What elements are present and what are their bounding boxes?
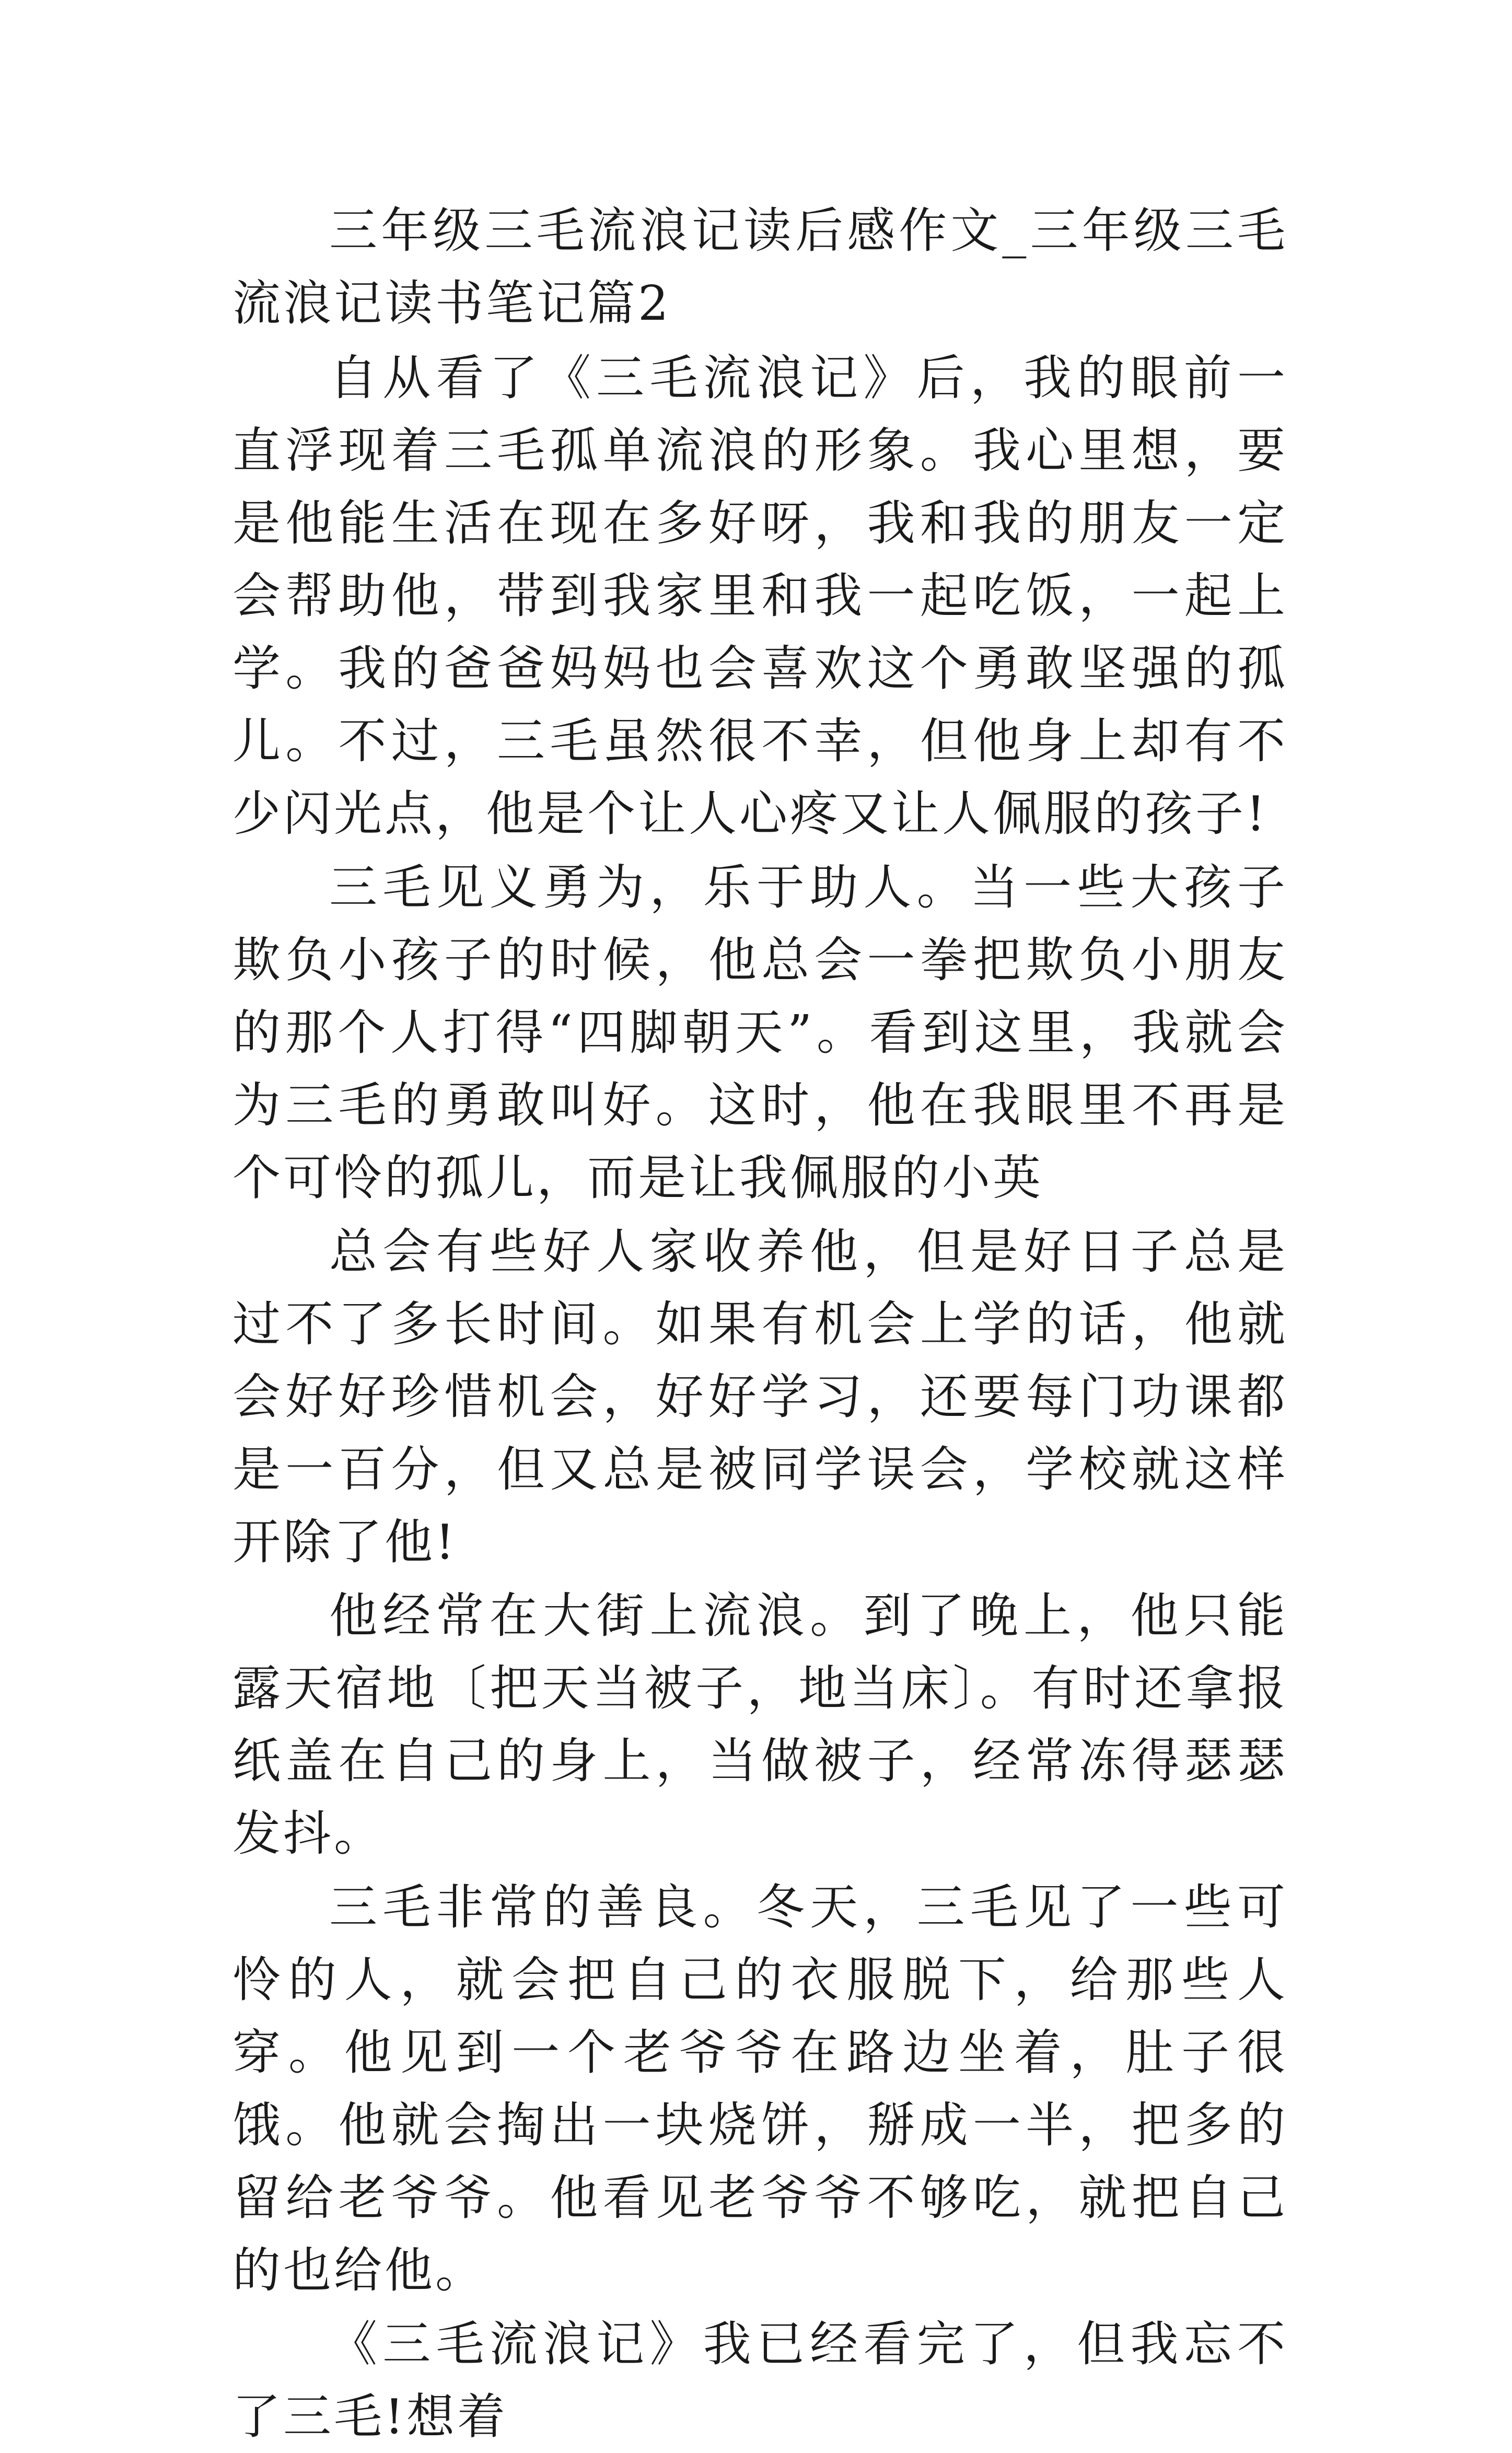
paragraph-1: 自从看了《三毛流浪记》后，我的眼前一直浮现着三毛孤单流浪的形象。我心里想，要是他能生活在现在多好呀，我和我的朋友一定会帮助他，带到我家里和我一起吃饭，一起上学。我的爸爸妈妈也会喜欢这个勇敢坚强的孤儿。不过，三毛虽然很不幸，但他身上却有不少闪光点，他是个让人心疼又让人佩服的孩子!: [232, 350, 1288, 842]
document-body: [232, 194, 1288, 2453]
paragraph-6: 《三毛流浪记》我已经看完了，但我忘不了三毛!想着: [232, 2316, 1288, 2445]
document-title: 三年级三毛流浪记读后感作文_三年级三毛流浪记读书笔记篇2: [232, 203, 1288, 331]
paragraph-5: 三毛非常的善良。冬天，三毛见了一些可怜的人，就会把自己的衣服脱下，给那些人穿。他见到一个老爷爷在路边坐着，肚子很饿。他就会掏出一块烧饼，掰成一半，把多的留给老爷爷。他看见老爷爷不够吃，就把自己的也给他。: [232, 1879, 1288, 2298]
paragraph-2: 三毛见义勇为，乐于助人。当一些大孩子欺负小孩子的时候，他总会一拳把欺负小朋友的那个人打得“四脚朝天”。看到这里，我就会为三毛的勇敢叫好。这时，他在我眼里不再是个可怜的孤儿，而是让我佩服的小英: [232, 859, 1288, 1206]
paragraph-3: 总会有些好人家收养他，但是好日子总是过不了多长时间。如果有机会上学的话，他就会好好珍惜机会，好好学习，还要每门功课都是一百分，但又总是被同学误会，学校就这样开除了他!: [232, 1224, 1288, 1570]
paragraph-4: 他经常在大街上流浪。到了晚上，他只能露天宿地〔把天当被子，地当床〕。有时还拿报纸盖在自己的身上，当做被子，经常冻得瑟瑟发抖。: [232, 1588, 1288, 1862]
